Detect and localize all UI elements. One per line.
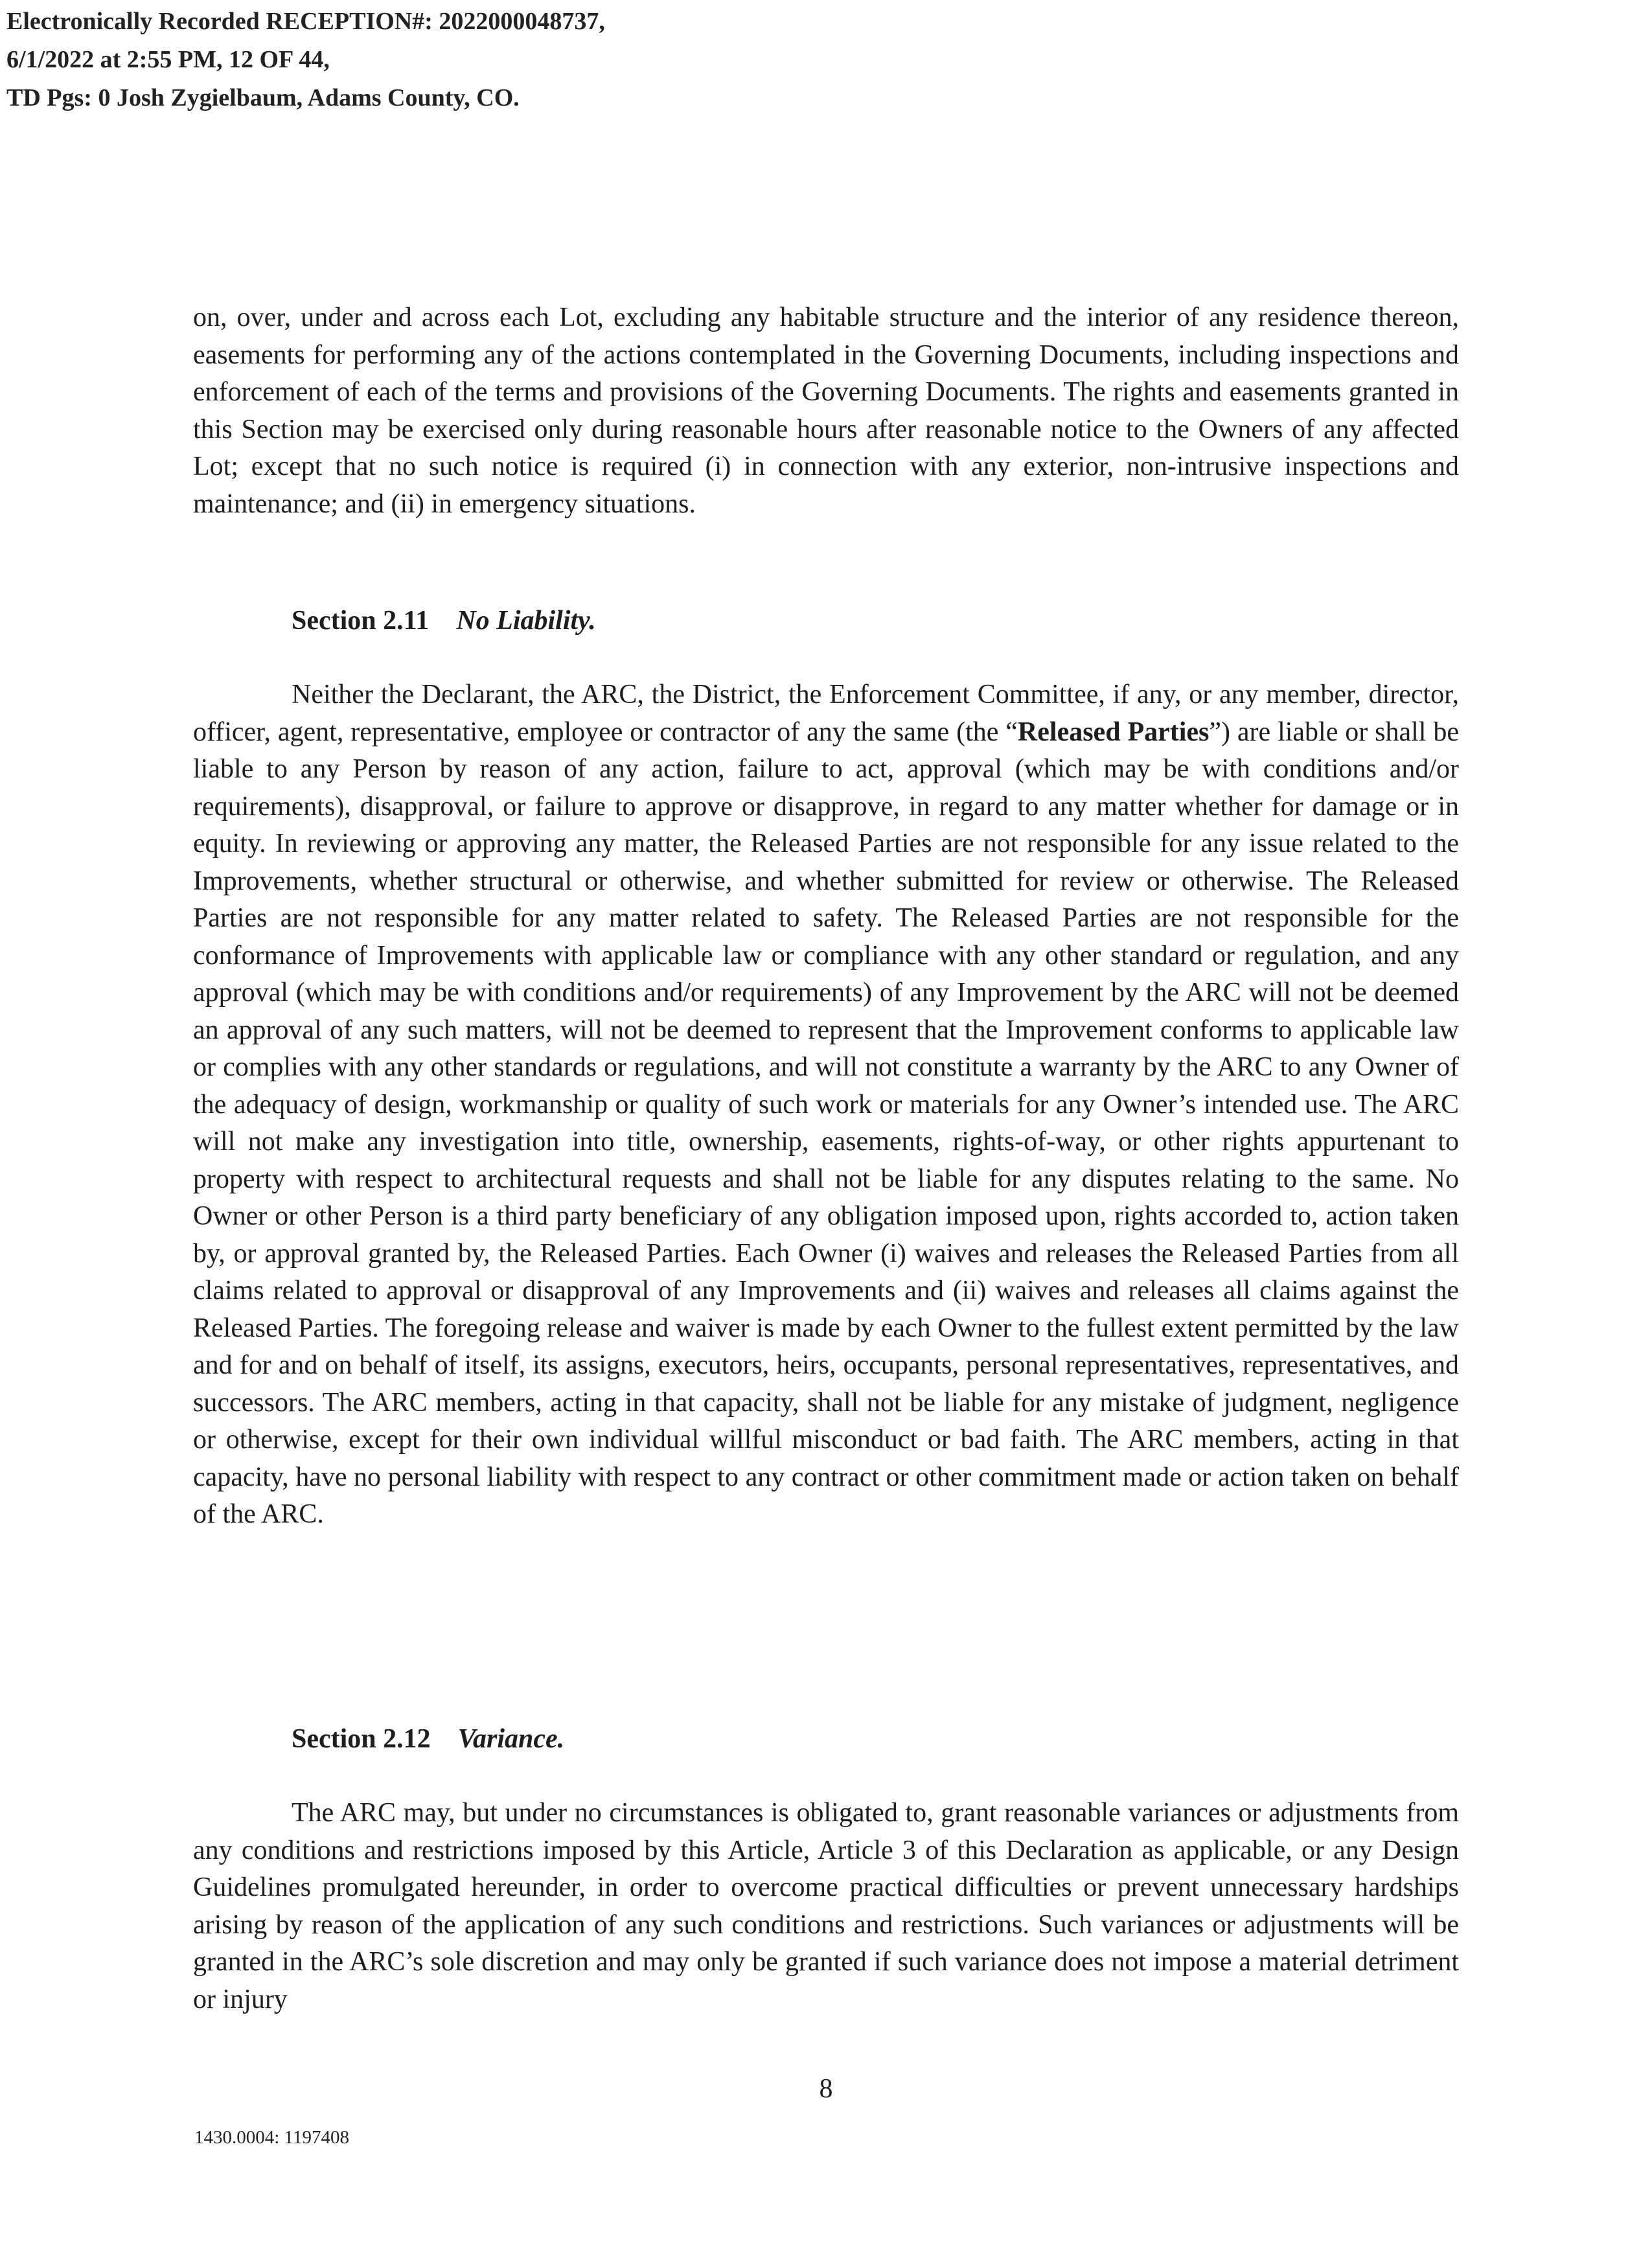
recording-stamp-line-2: 6/1/2022 at 2:55 PM, 12 OF 44, [6,46,330,73]
section-2-11-title: No Liability. [456,606,596,636]
section-2-12-heading [292,1721,564,1758]
defined-term-released-parties: Released Parties [1017,717,1210,747]
document-id: 1430.0004: 1197408 [194,2127,349,2148]
page-number: 8 [819,2074,833,2104]
section-2-11-heading [292,603,596,640]
section-2-12-paragraph: The ARC may, but under no circumstances is obligated to, grant reasonable variances or adjustments from any conditions and restrictions imposed by this Article, Article 3 of this Declaration as applicable, or any Design Guidelines promulgated hereunder, in order to overcome practical difficulties or prevent unnecessary hardships arising by reason of the application of any such conditions and restrictions. Such variances or adjustments will be granted in the ARC’s sole discretion and may only be granted if such variance does not impose a material detriment or injury [193,1798,1459,2014]
section-2-11-text-after: ”) are liable or shall be liable to any Person by reason of any action, failure to act, approval (which may be with conditions and/or requirements), disapproval, or failure to approve or disapprove, in regard to any matter whether for damage or in equity. In reviewing or approving any matter, the Released Parties are not responsible for any issue related to the Improvements, whether structural or otherwise, and whether submitted for review or otherwise. The Released Parties are not responsible for any matter related to safety. The Released Parties are not responsible for the conformance of Improvements with applicable law or compliance with any other standard or regulation, and any approval (which may be with conditions and/or requirements) of any Improvement by the ARC will not be deemed an approval of any such matters, will not be deemed to represent that the Improvement conforms to applicable law or complies with any other standards or regulations, and will not constitute a warranty by the ARC to any Owner of the adequacy of design, workmanship or quality of such work or materials for any Owner’s intended use. The ARC will not make any investigation into title, ownership, easements, rights-of-way, or other rights appurtenant to property with respect to architectural requests and shall not be liable for any disputes relating to the same. No Owner or other Person is a third party beneficiary of any obligation imposed upon, rights accorded to, action taken by, or approval granted by, the Released Parties. Each Owner (i) waives and releases the Released Parties from all claims related to approval or disapproval of any Improvements and (ii) waives and releases all claims against the Released Parties. The foregoing release and waiver is made by each Owner to the fullest extent permitted by the law and for and on behalf of itself, its assigns, executors, heirs, occupants, personal representatives, representatives, and successors. The ARC members, acting in that capacity, shall not be liable for any mistake of judgment, negligence or otherwise, except for their own individual willful misconduct or bad faith. The ARC members, acting in that capacity, have no personal liability with respect to any contract or other commitment made or action taken on behalf of the ARC. [193,717,1459,1529]
section-2-12-title: Variance. [457,1724,565,1754]
section-2-11-text-before: Neither the Declarant, the ARC, the District, the Enforcement Committee, if any, or any member, director, officer, agent, representative, employee or contractor of any the same (the “ [193,680,1459,747]
continuation-paragraph: on, over, under and across each Lot, excluding any habitable structure and the interior of any residence thereon, easements for performing any of the actions contemplated in the Governing Documents, including inspections and enforcement of each of the terms and provisions of the Governing Documents. The rights and easements granted in this Section may be exercised only during reasonable hours after reasonable notice to the Owners of any affected Lot; except that no such notice is required (i) in connection with any exterior, non-intrusive inspections and maintenance; and (ii) in emergency situations. [193,303,1459,519]
recording-stamp-line-1: Electronically Recorded RECEPTION#: 2022000048737, [6,8,605,35]
section-2-11-number: Section 2.11 [292,606,430,636]
section-2-12-number: Section 2.12 [292,1724,431,1754]
section-2-11-paragraph [193,676,1459,1534]
recording-stamp-line-3: TD Pgs: 0 Josh Zygielbaum, Adams County, CO. [6,84,520,111]
recording-stamp [6,3,605,117]
